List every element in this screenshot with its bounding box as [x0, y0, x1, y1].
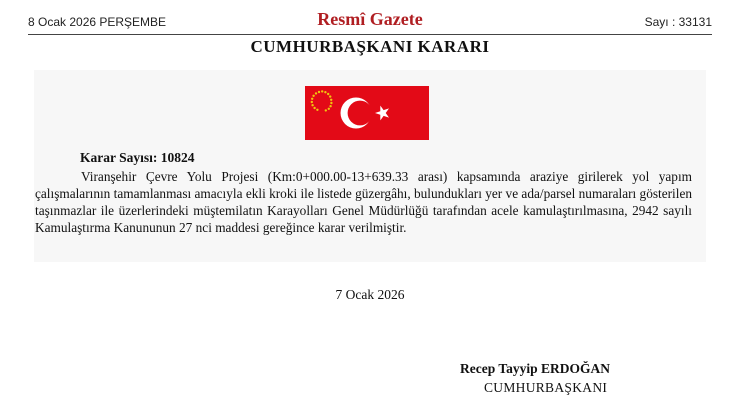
gazette-header [28, 8, 712, 35]
turkish-flag-presidential-seal-icon [305, 86, 429, 140]
document-title: CUMHURBAŞKANI KARARI [250, 37, 490, 56]
issue-date: 8 Ocak 2026 PERŞEMBE [28, 15, 167, 29]
decision-number: Karar Sayısı: 10824 [80, 150, 195, 165]
decision-date: 7 Ocak 2026 [335, 287, 405, 302]
decision-paragraph: Viranşehir Çevre Yolu Projesi (Km:0+000.00-13+639.33 arası) kapsamında araziye girilerek yol yapım çalışmalarının tamamlanması amacıyla ekli kroki ile listede güzergâhı, bulundukları yer ve ada/parsel numaraları gösterilen taşınmazlar ile üzerlerindeki müştemilatın Karayolları Genel Müdürlüğü tarafından acele kamulaştırılmasına, 2942 sayılı Kamulaştırma Kanununun 27 nci maddesi gereğince karar verilmiştir. [35, 169, 692, 235]
issue-number: Sayı : 33131 [644, 15, 712, 29]
signer-name: Recep Tayyip ERDOĞAN [460, 361, 611, 376]
signer-title: CUMHURBAŞKANI [484, 380, 608, 395]
gazette-title: Resmî Gazete [317, 9, 423, 29]
